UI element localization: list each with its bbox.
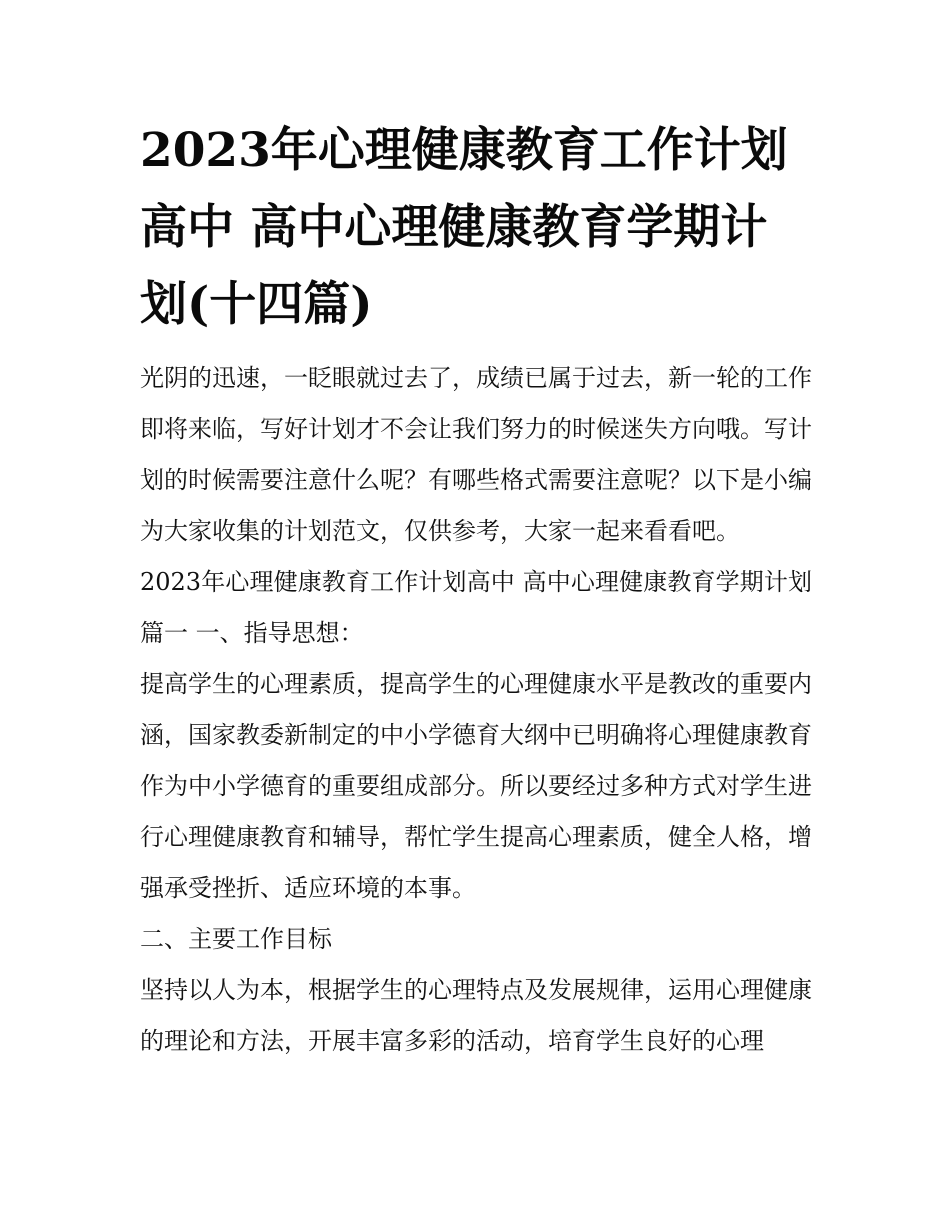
document-title: 2023年心理健康教育工作计划高中 高中心理健康教育学期计划(十四篇) bbox=[140, 123, 788, 332]
document-page bbox=[140, 112, 812, 1067]
guiding-ideology-paragraph: 提高学生的心理素质，提高学生的心理健康水平是教改的重要内涵，国家教委新制定的中小学德育大纲中已明确将心理健康教育作为中小学德育的重要组成部分。所以要经过多种方式对学生进行心理健康教育和辅导，帮忙学生提高心理素质，健全人格，增强承受挫折、适应环境的本事。 bbox=[140, 670, 812, 902]
intro-paragraph: 光阴的迅速，一眨眼就过去了，成绩已属于过去，新一轮的工作即将来临，写好计划才不会让我们努力的时候迷失方向哦。写计划的时候需要注意什么呢？有哪些格式需要注意呢？以下是小编为大家收集的计划范文，仅供参考，大家一起来看看吧。 bbox=[140, 364, 812, 545]
main-goals-paragraph: 坚持以人为本，根据学生的心理特点及发展规律，运用心理健康的理论和方法，开展丰富多彩的活动，培育学生良好的心理 bbox=[140, 976, 812, 1055]
section-title: 2023年心理健康教育工作计划高中 高中心理健康教育学期计划篇一 一、指导思想： bbox=[140, 568, 812, 647]
document-body bbox=[140, 353, 812, 1067]
main-goals-heading: 二、主要工作目标 bbox=[140, 925, 332, 953]
